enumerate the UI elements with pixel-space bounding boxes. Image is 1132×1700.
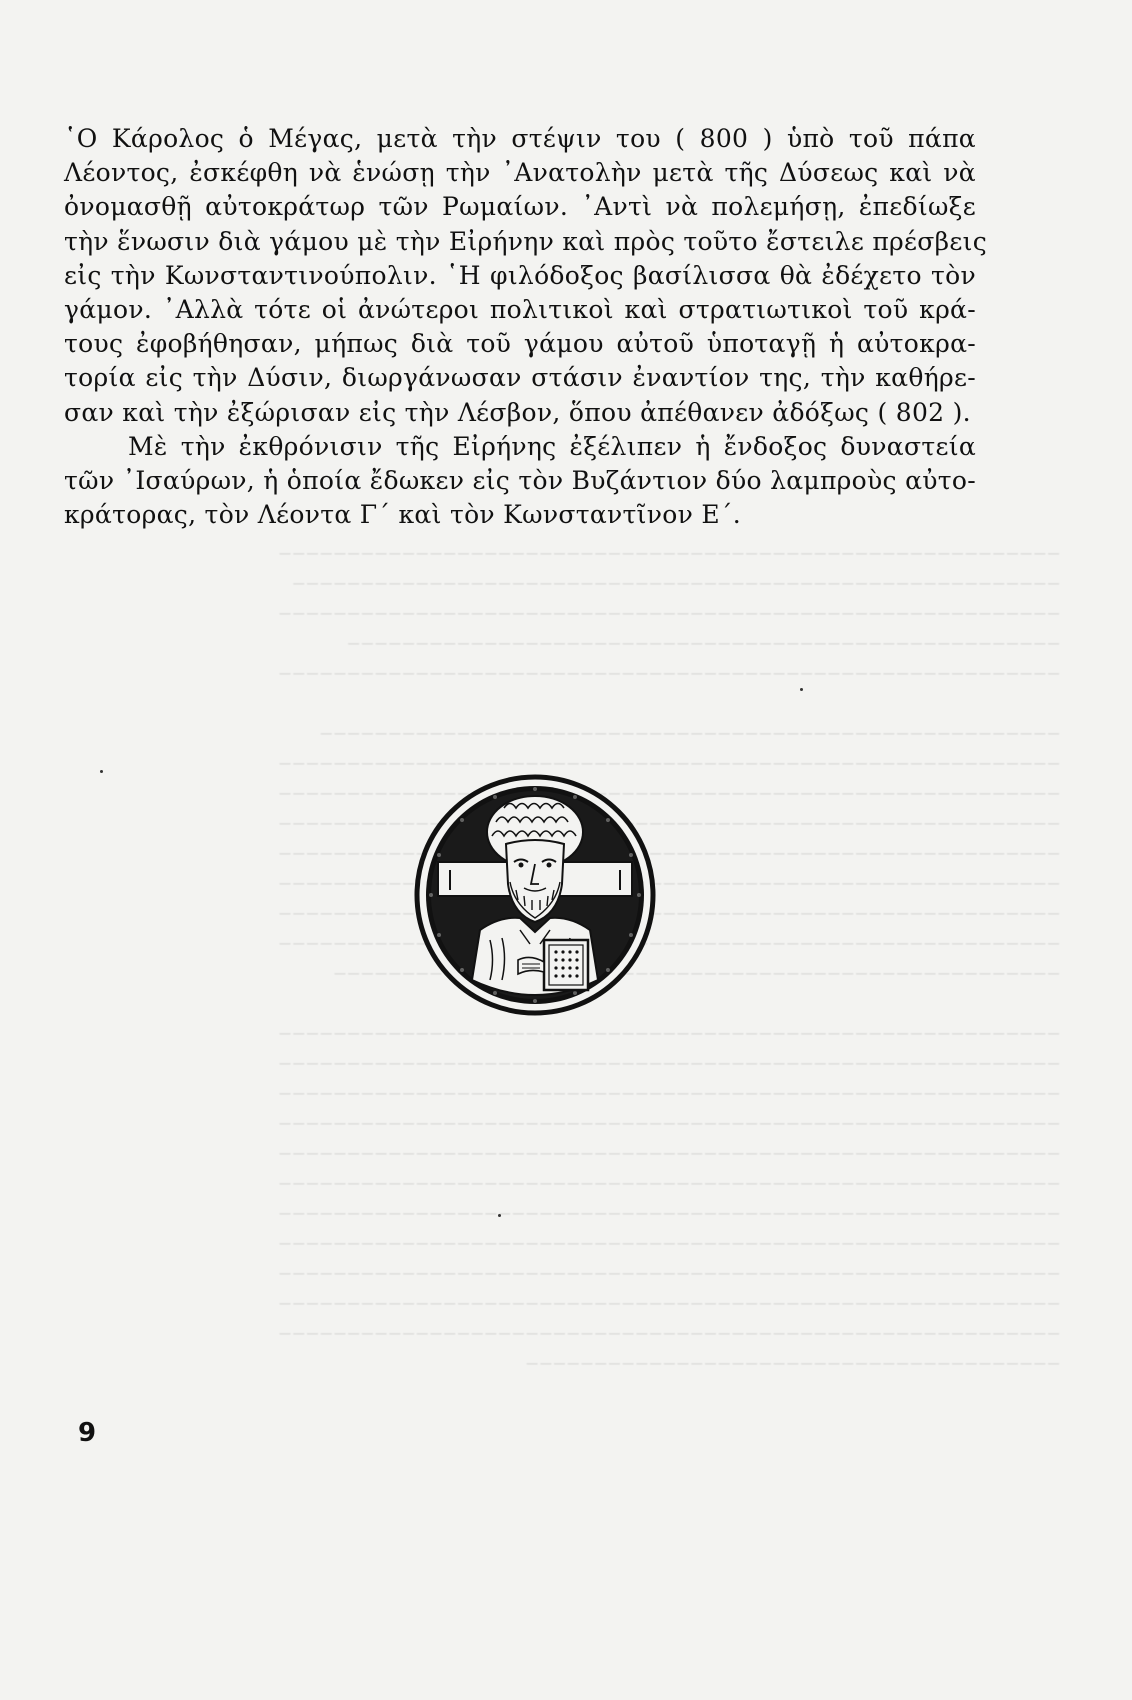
- text-line: τῶν ᾿Ισαύρων, ἡ ὁποία ἔδωκεν εἰς τὸν Βυζάντιον δύο λαμπροὺς αὐτο-: [64, 465, 976, 495]
- text-line: ῾Ο Κάρολος ὁ Μέγας, μετὰ τὴν στέψιν του ( 800 ) ὑπὸ τοῦ πάπα: [64, 124, 976, 153]
- text-line: σαν καὶ τὴν ἐξώρισαν εἰς τὴν Λέσβον, ὅπου ἀπέθανεν ἀδόξως ( 802 ).: [64, 397, 971, 427]
- text-line: εἰς τὴν Κωνσταντινούπολιν. ῾Η φιλόδοξος βασίλισσα θὰ ἐδέχετο τὸν: [64, 260, 976, 290]
- text-line: τορία εἰς τὴν Δύσιν, διωργάνωσαν στάσιν ἐναντίον της, τὴν καθήρε-: [64, 363, 976, 393]
- page-number: 9: [78, 1418, 97, 1448]
- text-line: τους ἐφοβήθησαν, μήπως διὰ τοῦ γάμου αὐτοῦ ὑποταγῇ ἡ αὐτοκρα-: [64, 329, 976, 359]
- print-speck: [498, 1214, 501, 1217]
- text-line: τὴν ἕνωσιν διὰ γάμου μὲ τὴν Εἰρήνην καὶ πρὸς τοῦτο ἔστειλε πρέσβεις: [64, 226, 988, 256]
- print-speck: [800, 688, 803, 691]
- text-line: κράτορας, τὸν Λέοντα Γ΄ καὶ τὸν Κωνσταντῖνον Ε΄.: [64, 500, 741, 530]
- print-speck: [100, 770, 103, 773]
- byzantine-coin-illustration: [410, 770, 660, 1020]
- paragraph-1: [64, 122, 988, 430]
- body-text: [64, 122, 988, 532]
- text-line: Μὲ τὴν ἐκθρόνισιν τῆς Εἰρήνης ἐξέλιπεν ἡ ἔνδοξος δυναστεία: [128, 431, 976, 461]
- reverse-side-bleed-through: ‒‒‒‒‒‒‒‒‒‒‒‒‒‒‒‒‒‒‒‒‒‒‒‒‒‒‒‒‒‒‒‒‒‒‒‒‒‒‒‒‒‒‒‒‒‒‒‒‒‒‒‒‒‒‒‒‒ ‒‒‒‒‒‒‒‒‒‒‒‒‒‒‒‒‒‒‒‒‒‒‒‒‒‒‒‒‒‒‒‒‒‒‒‒‒‒‒‒‒‒‒‒‒‒‒‒‒‒‒‒‒‒‒‒ ‒‒‒‒‒‒‒‒‒‒‒‒‒‒‒‒‒‒‒‒‒‒‒‒‒‒‒‒‒‒‒‒‒‒‒‒‒‒‒‒‒‒‒‒‒‒‒‒‒‒‒‒‒‒‒‒‒ ‒‒‒‒‒‒‒‒‒‒‒‒‒‒‒‒‒‒‒‒‒‒‒‒‒‒‒‒‒‒‒‒‒‒‒‒‒‒‒‒‒‒‒‒‒‒‒‒‒‒‒‒ ‒‒‒‒‒‒‒‒‒‒‒‒‒‒‒‒‒‒‒‒‒‒‒‒‒‒‒‒‒‒‒‒‒‒‒‒‒‒‒‒‒‒‒‒‒‒‒‒‒‒‒‒‒‒‒‒‒ ‒‒‒‒‒‒‒‒‒‒‒‒‒‒‒‒‒‒‒‒‒‒‒‒‒‒‒‒‒‒‒‒‒‒‒‒‒‒‒‒‒‒‒‒‒‒‒‒‒‒‒‒‒‒ ‒‒‒‒‒‒‒‒‒‒‒‒‒‒‒‒‒‒‒‒‒‒‒‒‒‒‒‒‒‒‒‒‒‒‒‒‒‒‒‒‒‒‒‒‒‒‒‒‒‒‒‒‒‒‒‒‒ ‒‒‒‒‒‒‒‒‒‒‒‒‒‒‒‒‒‒‒‒‒‒‒‒‒‒‒‒‒‒‒‒‒‒‒‒‒‒‒‒‒‒‒‒‒‒‒‒‒‒‒‒‒‒‒‒‒ ‒‒‒‒‒‒‒‒‒‒‒‒‒‒‒‒‒‒‒‒‒‒‒‒‒‒‒‒‒‒‒‒‒‒‒‒‒‒‒‒‒‒‒‒‒‒‒‒‒‒‒‒‒‒‒‒‒ ‒‒‒‒‒‒‒‒‒‒‒‒‒‒‒‒‒‒‒‒‒‒‒‒‒‒‒‒‒‒‒‒‒‒‒‒‒‒‒‒‒‒‒‒‒‒‒‒‒‒‒‒‒‒‒‒‒ ‒‒‒‒‒‒‒‒‒‒‒‒‒‒‒‒‒‒‒‒‒‒‒‒‒‒‒‒‒‒‒‒‒‒‒‒‒‒‒‒‒‒‒‒‒‒‒‒‒‒‒‒‒‒‒‒‒ ‒‒‒‒‒‒‒‒‒‒‒‒‒‒‒‒‒‒‒‒‒‒‒‒‒‒‒‒‒‒‒‒‒‒‒‒‒‒‒‒‒‒‒‒‒‒‒‒‒‒‒‒‒‒‒‒‒ ‒‒‒‒‒‒‒‒‒‒‒‒‒‒‒‒‒‒‒‒‒‒‒‒‒‒‒‒‒‒‒‒‒‒‒‒‒‒‒‒‒‒‒‒‒‒‒‒‒‒‒‒‒‒‒‒‒ ‒‒‒‒‒‒‒‒‒‒‒‒‒‒‒‒‒‒‒‒‒‒‒‒‒‒‒‒‒‒‒‒‒‒‒‒‒‒‒‒‒‒‒‒‒‒‒‒‒‒‒‒‒ ‒‒‒‒‒‒‒‒‒‒‒‒‒‒‒‒‒‒‒‒‒‒‒‒‒‒‒‒‒‒‒‒‒‒‒‒‒‒‒‒‒‒‒‒‒‒‒‒‒‒‒‒‒‒‒‒‒ ‒‒‒‒‒‒‒‒‒‒‒‒‒‒‒‒‒‒‒‒‒‒‒‒‒‒‒‒‒‒‒‒‒‒‒‒‒‒‒‒‒‒‒‒‒‒‒‒‒‒‒‒‒‒‒‒‒ ‒‒‒‒‒‒‒‒‒‒‒‒‒‒‒‒‒‒‒‒‒‒‒‒‒‒‒‒‒‒‒‒‒‒‒‒‒‒‒‒‒‒‒‒‒‒‒‒‒‒‒‒‒‒‒‒‒ ‒‒‒‒‒‒‒‒‒‒‒‒‒‒‒‒‒‒‒‒‒‒‒‒‒‒‒‒‒‒‒‒‒‒‒‒‒‒‒‒‒‒‒‒‒‒‒‒‒‒‒‒‒‒‒‒‒ ‒‒‒‒‒‒‒‒‒‒‒‒‒‒‒‒‒‒‒‒‒‒‒‒‒‒‒‒‒‒‒‒‒‒‒‒‒‒‒‒‒‒‒‒‒‒‒‒‒‒‒‒‒‒‒‒‒ ‒‒‒‒‒‒‒‒‒‒‒‒‒‒‒‒‒‒‒‒‒‒‒‒‒‒‒‒‒‒‒‒‒‒‒‒‒‒‒‒‒‒‒‒‒‒‒‒‒‒‒‒‒‒‒‒‒ ‒‒‒‒‒‒‒‒‒‒‒‒‒‒‒‒‒‒‒‒‒‒‒‒‒‒‒‒‒‒‒‒‒‒‒‒‒‒‒‒‒‒‒‒‒‒‒‒‒‒‒‒‒‒‒‒‒ ‒‒‒‒‒‒‒‒‒‒‒‒‒‒‒‒‒‒‒‒‒‒‒‒‒‒‒‒‒‒‒‒‒‒‒‒‒‒‒‒‒‒‒‒‒‒‒‒‒‒‒‒‒‒‒‒‒ ‒‒‒‒‒‒‒‒‒‒‒‒‒‒‒‒‒‒‒‒‒‒‒‒‒‒‒‒‒‒‒‒‒‒‒‒‒‒‒‒‒‒‒‒‒‒‒‒‒‒‒‒‒‒‒‒‒ ‒‒‒‒‒‒‒‒‒‒‒‒‒‒‒‒‒‒‒‒‒‒‒‒‒‒‒‒‒‒‒‒‒‒‒‒‒‒‒‒‒‒‒‒‒‒‒‒‒‒‒‒‒‒‒‒‒ ‒‒‒‒‒‒‒‒‒‒‒‒‒‒‒‒‒‒‒‒‒‒‒‒‒‒‒‒‒‒‒‒‒‒‒‒‒‒‒‒‒‒‒‒‒‒‒‒‒‒‒‒‒‒‒‒‒ ‒‒‒‒‒‒‒‒‒‒‒‒‒‒‒‒‒‒‒‒‒‒‒‒‒‒‒‒‒‒‒‒‒‒‒‒‒‒‒: [277, 540, 1060, 1374]
- paragraph-2: [64, 430, 976, 533]
- text-line: Λέοντος, ἐσκέφθη νὰ ἑνώσῃ τὴν ᾿Ανατολὴν μετὰ τῆς Δύσεως καὶ νὰ: [64, 158, 976, 188]
- text-line: ὀνομασθῇ αὐτοκράτωρ τῶν Ρωμαίων. ᾿Αντὶ νὰ πολεμήσῃ, ἐπεδίωξε: [64, 192, 976, 222]
- text-line: γάμον. ᾿Αλλὰ τότε οἱ ἀνώτεροι πολιτικοὶ καὶ στρατιωτικοὶ τοῦ κρά-: [64, 294, 976, 324]
